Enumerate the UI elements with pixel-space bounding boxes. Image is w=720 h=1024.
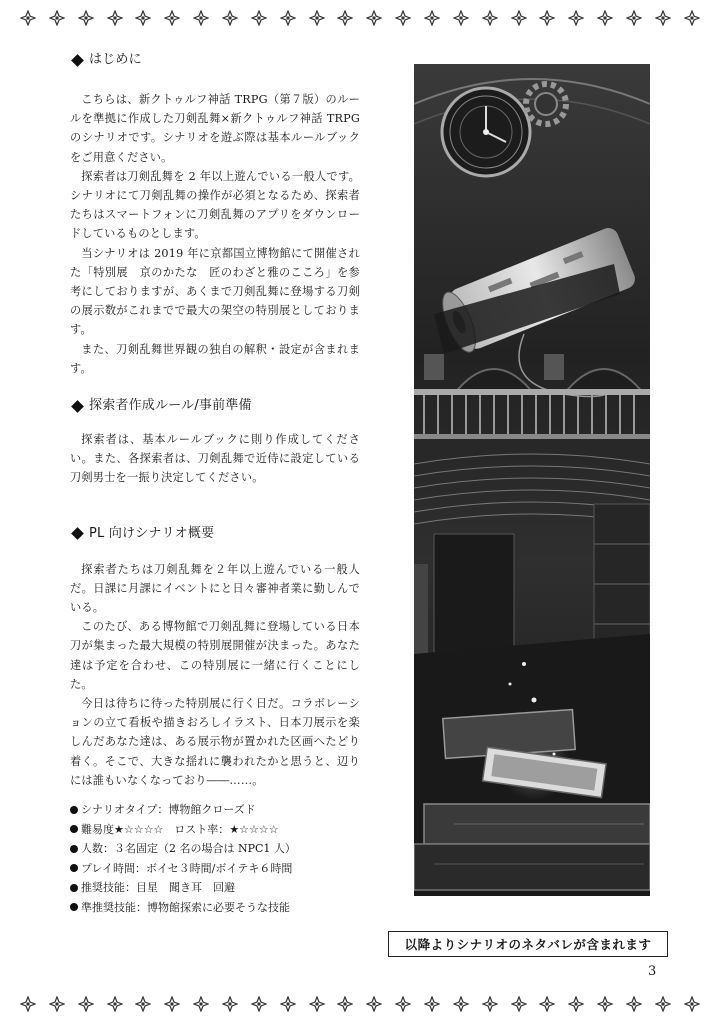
ornament-icon	[597, 996, 613, 1012]
ornament-icon	[49, 10, 65, 26]
ornament-icon	[49, 996, 65, 1012]
ornament-icon	[251, 10, 267, 26]
ornament-icon	[568, 996, 584, 1012]
ornament-icon	[222, 10, 238, 26]
ornament-icon	[309, 996, 325, 1012]
paragraph: 探索者たちは刀剣乱舞を２年以上遊んでいる一般人だ。日課に月課にイベントにと日々審神者業に勤しんでいる。	[70, 562, 360, 615]
bullet-dot-icon	[70, 884, 78, 892]
scenario-illustration	[414, 64, 650, 896]
ornament-icon	[597, 10, 613, 26]
ornament-icon	[135, 10, 151, 26]
section-pl-overview	[70, 524, 360, 790]
paragraph: 当シナリオは 2019 年に京都国立博物館にて開催された「特別展 京のかたな 匠のわざと雅のこころ」を参考にしておりますが、あくまで刀剣乱舞に登場する刀剣の展示数がこれまでで最大の架空の特別展としております。	[70, 246, 360, 337]
scenario-specs-list	[70, 800, 360, 917]
bottom-ornament-border	[0, 990, 720, 1018]
spoiler-notice-banner: 以降よりシナリオのネタバレが含まれます	[388, 931, 668, 957]
spec-item: 準推奨技能：博物館探索に必要そうな技能	[70, 898, 360, 918]
ornament-icon	[626, 996, 642, 1012]
ornament-icon	[684, 10, 700, 26]
paragraph: また、刀剣乱舞世界観の独自の解釈・設定が含まれます。	[70, 342, 360, 375]
main-text-column	[70, 50, 360, 790]
ornament-icon	[107, 996, 123, 1012]
ornament-icon	[309, 10, 325, 26]
ornament-icon	[395, 996, 411, 1012]
paragraph: 探索者は、基本ルールブックに則り作成してください。また、各探索者は、刀剣乱舞で近侍に設定している刀剣男士を一振り決定してください。	[70, 433, 360, 485]
clock-icon	[442, 88, 530, 176]
diamond-bullet-icon	[71, 54, 84, 67]
ornament-icon	[539, 10, 555, 26]
diamond-bullet-icon	[71, 527, 84, 540]
ornament-icon	[337, 10, 353, 26]
ornament-icon	[280, 996, 296, 1012]
ornament-icon	[655, 10, 671, 26]
ornament-icon	[453, 996, 469, 1012]
museum-scene-art	[414, 64, 650, 896]
ornament-icon	[453, 10, 469, 26]
ornament-icon	[395, 10, 411, 26]
ornament-icon	[20, 10, 36, 26]
ornament-icon	[568, 10, 584, 26]
ornament-icon	[193, 10, 209, 26]
bullet-dot-icon	[70, 845, 78, 853]
paragraph: 今日は待ちに待った特別展に行く日だ。コラボレーションの立て看板や描きおろしイラスト、日本刀展示を楽しんだあなた達は、ある展示物が置かれた区画へたどり着く。そこで、大きな揺れに襲われたかと思うと、辺りには誰もいなくなっており――……。	[70, 697, 360, 787]
ornament-icon	[164, 996, 180, 1012]
ornament-icon	[366, 10, 382, 26]
bullet-dot-icon	[70, 825, 78, 833]
bullet-dot-icon	[70, 806, 78, 814]
ornament-icon	[337, 996, 353, 1012]
ornament-icon	[251, 996, 267, 1012]
lost-rate-stars: ★☆☆☆☆	[229, 822, 279, 836]
ornament-icon	[78, 996, 94, 1012]
ornament-icon	[107, 10, 123, 26]
spec-item: プレイ時間：ボイセ３時間/ボイテキ６時間	[70, 859, 360, 879]
ornament-icon	[78, 10, 94, 26]
paragraph: このたび、ある博物館で刀剣乱舞に登場している日本刀が集まった最大規模の特別展開催が決まった。あなた達は予定を合わせ、この特別展に一緒に行くことにした。	[70, 620, 360, 691]
paragraph: 探索者は刀剣乱舞を 2 年以上遊んでいる一般人です。シナリオにて刀剣乱舞の操作が必須となるため、探索者たちはスマートフォンに刀剣乱舞のアプリをダウンロードしているものとします。	[70, 169, 360, 241]
ornament-icon	[482, 10, 498, 26]
section-heading: PL 向けシナリオ概要	[70, 524, 360, 544]
section-heading: 探索者作成ルール/事前準備	[70, 396, 360, 416]
ornament-icon	[424, 10, 440, 26]
page-number: 3	[648, 964, 657, 979]
ornament-icon	[655, 996, 671, 1012]
ornament-icon	[626, 10, 642, 26]
ornament-icon	[424, 996, 440, 1012]
ornament-icon	[135, 996, 151, 1012]
spec-item: シナリオタイプ：博物館クローズド	[70, 800, 360, 820]
ornament-icon	[482, 996, 498, 1012]
spec-item: 人数：３名固定（2 名の場合は NPC1 人）	[70, 839, 360, 859]
spec-item-difficulty: 難易度 ★☆☆☆☆ ロスト率： ★☆☆☆☆	[70, 820, 360, 840]
spec-item: 推奨技能：目星 聞き耳 回避	[70, 878, 360, 898]
ornament-icon	[511, 10, 527, 26]
ornament-icon	[280, 10, 296, 26]
ornament-icon	[511, 996, 527, 1012]
ornament-icon	[20, 996, 36, 1012]
ornament-icon	[193, 996, 209, 1012]
ornament-icon	[539, 996, 555, 1012]
section-character-rules	[70, 396, 360, 488]
top-ornament-border	[0, 4, 720, 32]
ornament-icon	[164, 10, 180, 26]
difficulty-stars: ★☆☆☆☆	[114, 822, 164, 836]
section-introduction	[70, 50, 360, 378]
bullet-dot-icon	[70, 903, 78, 911]
diamond-bullet-icon	[71, 400, 84, 413]
ornament-icon	[222, 996, 238, 1012]
bullet-dot-icon	[70, 864, 78, 872]
paragraph: こちらは、新クトゥルフ神話 TRPG（第７版）のルールを準拠に作成した刀剣乱舞×新クトゥルフ神話 TRPG のシナリオです。シナリオを遊ぶ際は基本ルールブックをご用意ください。	[70, 93, 360, 164]
ornament-icon	[684, 996, 700, 1012]
ornament-icon	[366, 996, 382, 1012]
section-heading: はじめに	[70, 50, 360, 70]
